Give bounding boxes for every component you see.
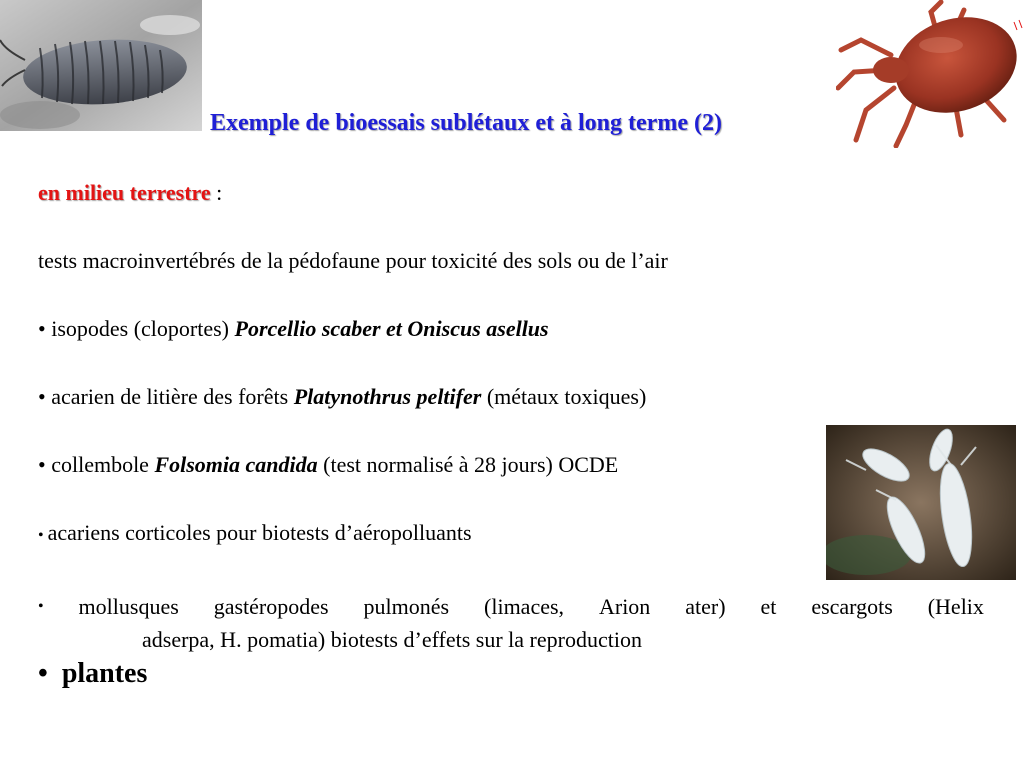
bullet-mollusques — [38, 590, 984, 656]
mollusques-line-1 — [38, 590, 984, 623]
word: (limaces, — [484, 594, 565, 619]
word: mollusques — [78, 594, 179, 619]
word: gastéropodes — [213, 594, 329, 619]
bullet-marker: • — [38, 384, 52, 409]
bullet-acariens-corticoles — [38, 520, 472, 546]
word: et — [760, 594, 777, 619]
word: ater) — [685, 594, 726, 619]
slide-title: Exemple de bioessais sublétaux et à long terme (2) — [210, 110, 722, 136]
bullet-after: (test normalisé à 28 jours) OCDE — [317, 452, 619, 477]
bullet-marker: • — [38, 316, 52, 341]
isopod-photo — [0, 0, 202, 131]
bullet-collembole — [38, 452, 618, 478]
bullet-text: isopodes (cloportes) — [51, 316, 235, 341]
bullet-acarien — [38, 384, 646, 410]
word: (Helix — [927, 594, 984, 619]
word: Arion — [598, 594, 651, 619]
species-name: Platynothrus peltifer — [293, 384, 482, 409]
bullet-text: acariens corticoles pour biotests d’aéropolluants — [47, 520, 472, 545]
species-name: Porcellio scaber et Oniscus asellus — [234, 316, 549, 341]
subtitle-highlight: en milieu terrestre — [38, 180, 211, 205]
bullet-marker: • — [38, 527, 48, 544]
mollusques-line-2: adserpa, H. pomatia) biotests d’effets sur la reproduction — [142, 627, 642, 652]
bullet-plantes — [38, 658, 147, 690]
species-name: Folsomia candida — [154, 452, 318, 477]
springtail-photo — [826, 425, 1016, 580]
bullet-isopodes — [38, 316, 549, 342]
bullet-after: (métaux toxiques) — [481, 384, 647, 409]
plantes-text: plantes — [61, 658, 148, 689]
word: pulmonés — [363, 594, 450, 619]
red-mite-photo — [836, 0, 1024, 148]
bullet-marker: • — [38, 658, 48, 689]
bullet-marker: • — [38, 452, 52, 477]
subtitle — [38, 180, 222, 206]
subtitle-colon: : — [210, 180, 223, 205]
intro-line: tests macroinvertébrés de la pédofaune pour toxicité des sols ou de l’air — [38, 248, 668, 273]
word: escargots — [811, 594, 893, 619]
bullet-text: acarien de litière des forêts — [51, 384, 294, 409]
bullet-marker: • — [38, 598, 44, 615]
bullet-text: collembole — [51, 452, 155, 477]
